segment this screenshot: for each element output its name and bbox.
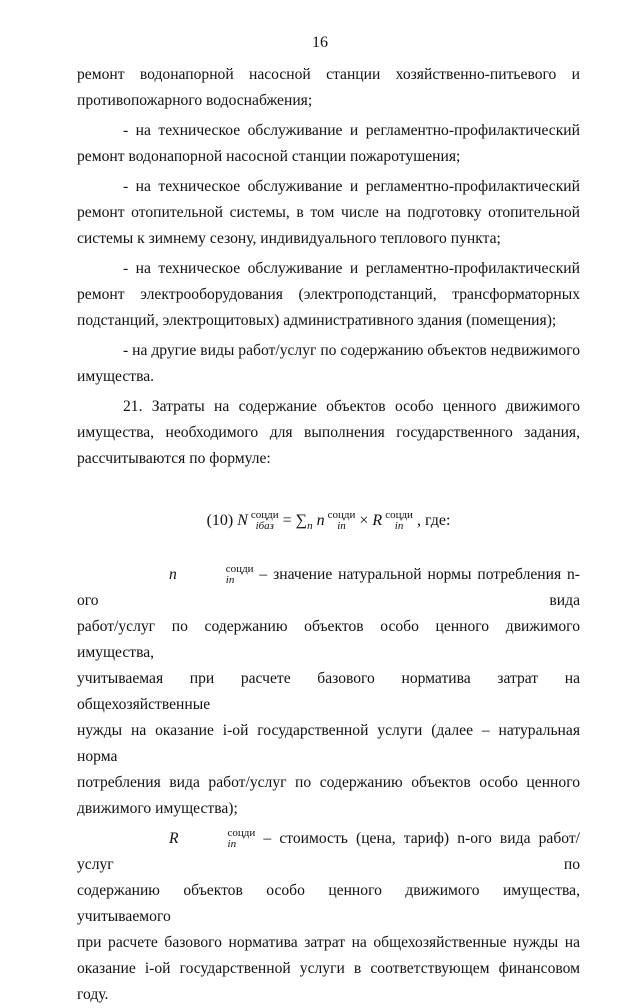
- paragraph-line: движимого имущества);: [77, 800, 238, 817]
- paragraph-line: ремонт отопительной системы, в том числе на подготовку отопительной: [77, 204, 580, 221]
- def-text: – стоимость (цена, тариф) n-ого вида работ/услуг по: [77, 830, 581, 873]
- formula-eq: = ∑: [282, 512, 308, 529]
- def-sub: in: [227, 838, 237, 851]
- formula-sub: in: [337, 520, 346, 533]
- formula-n: n: [316, 512, 325, 529]
- def-sup: соцди: [227, 827, 256, 840]
- paragraph-line: работ/услуг по содержанию объектов особо ценного движимого имущества,: [77, 618, 580, 661]
- def-sup: соцди: [225, 563, 254, 576]
- definition-line: [77, 826, 580, 878]
- formula-sup: соцди: [327, 509, 356, 522]
- paragraph-line: ремонт водонапорной насосной станции хозяйственно-питьевого и: [77, 66, 580, 83]
- paragraph-line: при расчете базового норматива затрат на общехозяйственные нужды на: [77, 934, 580, 951]
- paragraph-line: имущества, необходимого для выполнения государственного задания,: [77, 424, 580, 441]
- page-number: 16: [312, 34, 328, 51]
- formula-sub: in: [394, 520, 404, 533]
- paragraph-line: имущества.: [77, 368, 155, 385]
- paragraph-line: 21. Затраты на содержание объектов особо ценного движимого: [123, 398, 580, 415]
- paragraph-line: противопожарного водоснабжения;: [77, 92, 313, 109]
- def-symbol-n: n: [169, 566, 177, 583]
- paragraph-line: - на техническое обслуживание и регламентно-профилактический: [123, 178, 580, 195]
- def-sub: in: [225, 574, 235, 587]
- formula-tail: , где:: [416, 512, 451, 529]
- paragraph-line: нужды на оказание i-ой государственной услуги (далее – натуральная норма: [77, 722, 580, 765]
- paragraph-line: подстанций, электрощитовых) административного здания (помещения);: [77, 312, 557, 329]
- formula-times: ×: [359, 512, 369, 529]
- formula-R: R: [372, 512, 383, 529]
- paragraph-line: потребления вида работ/услуг по содержанию объектов особо ценного: [77, 774, 580, 791]
- formula-sup: соцди: [250, 509, 279, 522]
- def-text: – значение натуральной нормы потребления n-ого вида: [77, 566, 580, 609]
- paragraph-line: оказание i-ой государственной услуги в соответствующем финансовом году.: [77, 960, 580, 1003]
- paragraph-line: содержанию объектов особо ценного движимого имущества, учитываемого: [77, 882, 580, 925]
- paragraph-line: учитываемая при расчете базового норматива затрат на общехозяйственные: [77, 670, 580, 713]
- paragraph-line: ремонт электрооборудования (электроподстанций, трансформаторных: [77, 286, 580, 303]
- paragraph-line: ремонт водонапорной насосной станции пожаротушения;: [77, 148, 461, 165]
- formula-sup: соцди: [385, 509, 413, 522]
- document-body: [77, 62, 580, 1008]
- paragraph-line: рассчитываются по формуле:: [77, 450, 271, 467]
- formula-sum-sub: n: [307, 520, 313, 533]
- paragraph-line: системы к зимнему сезону, индивидуального теплового пункта;: [77, 230, 501, 247]
- def-symbol-R: R: [169, 830, 179, 847]
- formula-sub: iбаз: [255, 520, 274, 533]
- paragraph-line: - на техническое обслуживание и регламентно-профилактический: [123, 260, 580, 277]
- paragraph-line: - на другие виды работ/услуг по содержанию объектов недвижимого: [123, 342, 580, 359]
- paragraph-line: - на техническое обслуживание и регламентно-профилактический: [123, 122, 580, 139]
- formula-N: N: [237, 512, 248, 529]
- formula-number: (10): [206, 512, 234, 529]
- definition-line: [77, 562, 580, 614]
- formula: [77, 508, 580, 534]
